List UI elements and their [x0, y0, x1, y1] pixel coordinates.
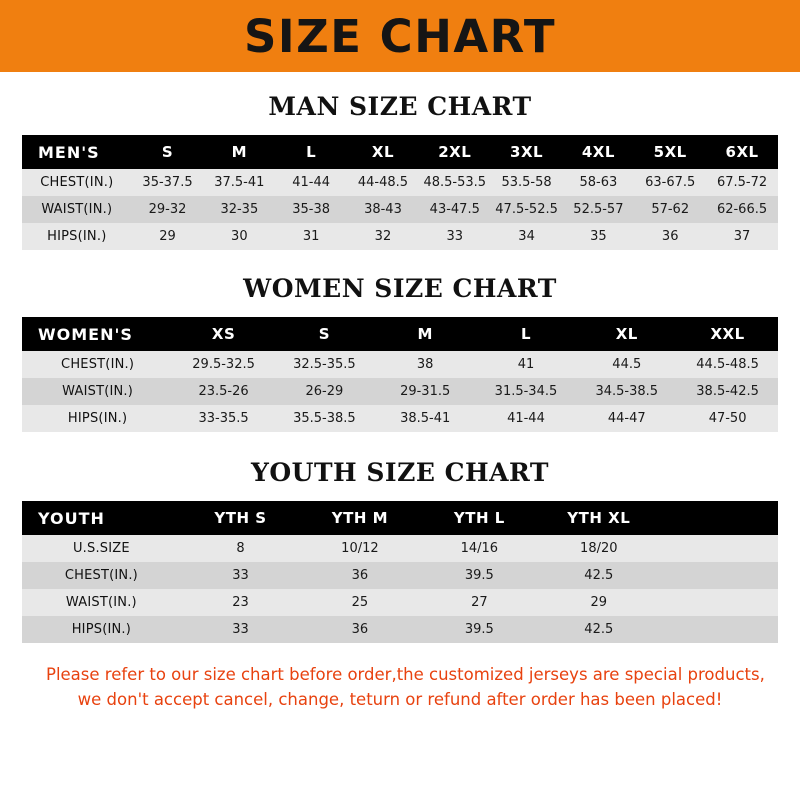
table-cell: 29	[590, 595, 608, 610]
footer-line-1: Please refer to our size chart before order,the customized jerseys are special products,	[46, 665, 765, 684]
table-cell: 27	[471, 595, 488, 610]
table-header-cell: 2XL	[438, 143, 472, 161]
table-row	[22, 169, 778, 196]
table-cell: 26-29	[305, 384, 344, 399]
table-cell: 37.5-41	[214, 175, 265, 190]
table-header-cell: S	[161, 143, 174, 161]
table-cell: 36	[351, 568, 369, 583]
table-cell: 37	[733, 229, 751, 244]
table-header-cell: 6XL	[725, 143, 759, 161]
row-label: HIPS(IN.)	[47, 229, 107, 244]
table-cell: 52.5-57	[573, 202, 624, 217]
table-header-cell: 4XL	[581, 143, 615, 161]
table-cell: 25	[351, 595, 369, 610]
table-cell: 23	[232, 595, 249, 610]
table-header-cell: 5XL	[653, 143, 687, 161]
section-title-women: WOMEN SIZE CHART	[243, 274, 557, 303]
table-cell: 35	[590, 229, 607, 244]
table-cell: 23.5-26	[198, 384, 249, 399]
table-cell-empty	[659, 562, 779, 589]
table-cell: 42.5	[584, 568, 614, 583]
table-cell: 33-35.5	[198, 411, 249, 426]
table-row	[22, 196, 778, 223]
table-cell: 29-32	[148, 202, 187, 217]
table-cell: 31.5-34.5	[494, 384, 558, 399]
table-cell: 32.5-35.5	[293, 357, 356, 372]
row-label: WAIST(IN.)	[65, 595, 137, 610]
table-cell: 38-43	[364, 202, 402, 217]
table-row	[22, 562, 778, 589]
table-cell: 41	[517, 357, 535, 372]
table-cell-empty	[659, 616, 779, 643]
table-header-cell: XL	[371, 143, 395, 161]
table-cell: 57-62	[651, 202, 690, 217]
table-cell: 39.5	[464, 622, 494, 637]
table-header-cell: 3XL	[510, 143, 544, 161]
table-cell: 8	[236, 541, 245, 556]
table-cell: 62-66.5	[716, 202, 768, 217]
table-cell: 44.5	[612, 357, 642, 372]
row-label: CHEST(IN.)	[61, 357, 135, 372]
section-man	[22, 92, 778, 250]
table-cell: 36	[661, 229, 679, 244]
table-cell: 38.5-42.5	[696, 384, 759, 399]
table-cell: 58-63	[579, 175, 618, 190]
table-row	[22, 535, 778, 562]
table-cell: 18/20	[580, 541, 618, 556]
table-cell: 44-47	[607, 411, 646, 426]
table-header-cell-empty	[659, 501, 779, 535]
table-cell: 44-48.5	[357, 175, 409, 190]
row-label: WAIST(IN.)	[62, 384, 134, 399]
table-cell: 38.5-41	[400, 411, 451, 426]
table-header-cell: L	[306, 143, 317, 161]
table-header-row	[22, 317, 778, 351]
table-header-cell: YTH L	[453, 509, 505, 527]
row-label: HIPS(IN.)	[71, 622, 132, 637]
youth-size-table	[22, 501, 778, 643]
table-cell-empty	[659, 589, 779, 616]
table-cell: 29	[159, 229, 176, 244]
table-cell: 48.5-53.5	[423, 175, 487, 190]
table-cell: 30	[231, 229, 248, 244]
table-row	[22, 589, 778, 616]
table-row	[22, 616, 778, 643]
row-label: CHEST(IN.)	[40, 175, 114, 190]
table-header-cell: L	[520, 325, 531, 343]
table-cell: 35.5-38.5	[293, 411, 356, 426]
table-cell: 44.5-48.5	[696, 357, 759, 372]
table-row	[22, 223, 778, 250]
table-header-cell: YOUTH	[38, 508, 105, 528]
row-label: WAIST(IN.)	[41, 202, 113, 217]
table-cell: 32	[374, 229, 392, 244]
table-cell: 63-67.5	[645, 175, 696, 190]
table-cell: 38	[416, 357, 434, 372]
row-label: HIPS(IN.)	[67, 411, 128, 426]
banner-left-accent	[0, 0, 26, 72]
page-title: SIZE CHART	[243, 9, 557, 63]
page-banner	[0, 0, 800, 72]
banner-right-accent	[774, 0, 800, 72]
section-women	[22, 274, 778, 432]
table-header-cell: XS	[211, 325, 236, 343]
table-cell: 36	[351, 622, 369, 637]
table-cell: 31	[302, 229, 320, 244]
table-header-cell: S	[318, 325, 331, 343]
table-row	[22, 351, 778, 378]
table-cell: 29-31.5	[400, 384, 451, 399]
table-header-cell: M	[417, 325, 433, 343]
footer-disclaimer	[22, 663, 778, 713]
table-cell: 53.5-58	[501, 175, 552, 190]
women-size-table	[22, 317, 778, 432]
table-cell: 33	[232, 622, 249, 637]
table-cell: 47-50	[708, 411, 747, 426]
table-header-cell: M	[231, 143, 248, 161]
table-header-cell: YTH XL	[567, 509, 631, 527]
section-title-youth: YOUTH SIZE CHART	[251, 458, 549, 487]
table-cell: 32-35	[220, 202, 259, 217]
man-size-table	[22, 135, 778, 250]
table-header-row	[22, 501, 778, 535]
table-header-cell: YTH M	[331, 509, 389, 527]
table-header-cell: XL	[615, 325, 638, 343]
table-cell: 10/12	[341, 541, 379, 556]
table-cell: 41-44	[292, 175, 331, 190]
row-label: U.S.SIZE	[72, 541, 130, 556]
table-header-cell: XXL	[710, 325, 745, 343]
table-cell: 47.5-52.5	[495, 202, 558, 217]
footer-line-2: we don't accept cancel, change, teturn or refund after order has been placed!	[77, 689, 723, 709]
row-label: CHEST(IN.)	[64, 568, 138, 583]
table-cell: 29.5-32.5	[192, 357, 255, 372]
table-cell: 14/16	[460, 541, 499, 556]
table-header-cell: WOMEN'S	[38, 324, 133, 344]
table-header-cell: MEN'S	[38, 142, 100, 162]
chart-content	[0, 92, 800, 713]
section-title-man: MAN SIZE CHART	[268, 92, 532, 121]
table-cell: 67.5-72	[716, 175, 768, 190]
section-youth	[22, 458, 778, 643]
table-cell: 43-47.5	[429, 202, 480, 217]
table-cell-empty	[659, 535, 779, 562]
table-header-cell: YTH S	[214, 509, 267, 527]
table-cell: 39.5	[464, 568, 494, 583]
table-row	[22, 378, 778, 405]
table-cell: 35-38	[292, 202, 331, 217]
table-cell: 42.5	[584, 622, 614, 637]
table-cell: 33	[446, 229, 464, 244]
table-cell: 33	[232, 568, 249, 583]
table-row	[22, 405, 778, 432]
table-cell: 34	[518, 229, 535, 244]
table-cell: 35-37.5	[142, 175, 193, 190]
table-cell: 34.5-38.5	[595, 384, 659, 399]
table-cell: 41-44	[507, 411, 545, 426]
table-header-row	[22, 135, 778, 169]
